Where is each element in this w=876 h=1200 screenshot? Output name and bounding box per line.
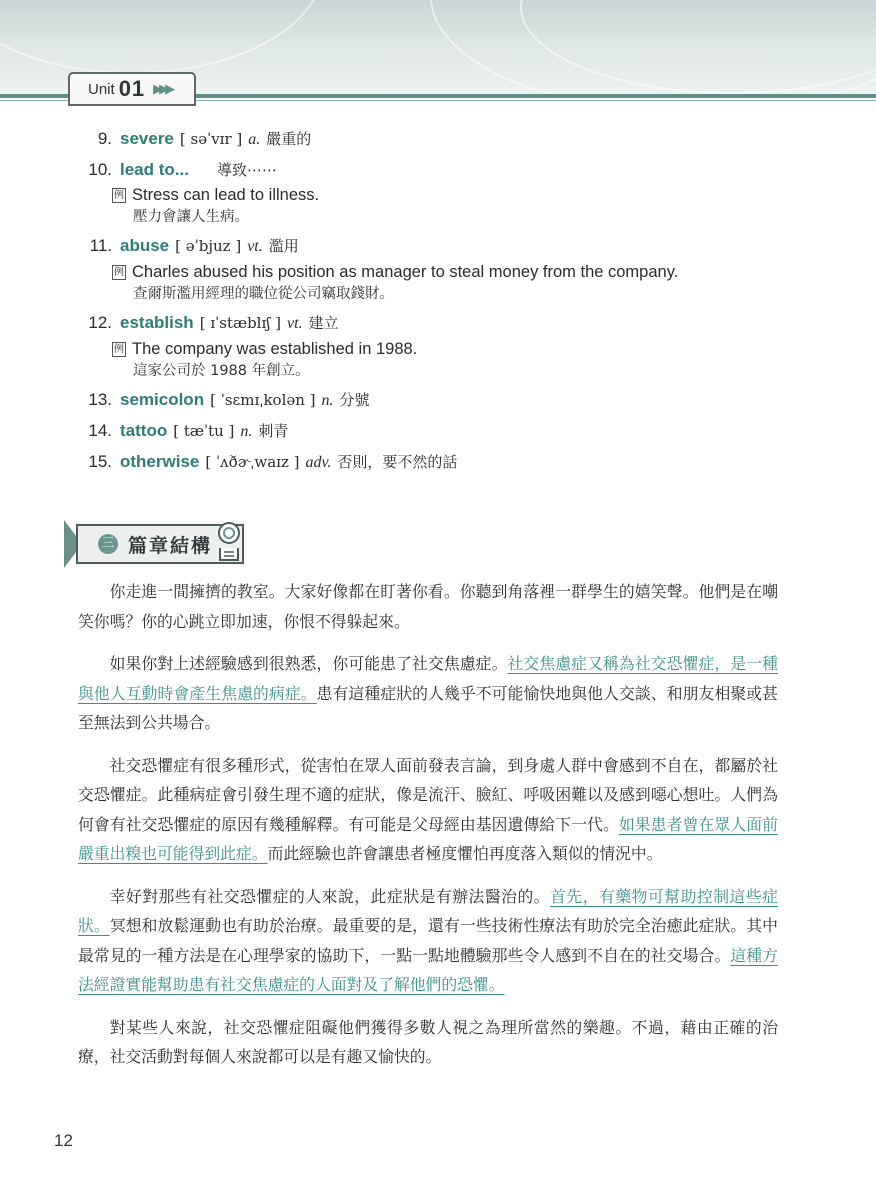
example-english: Charles abused his position as manager to steal money from the company. [132, 263, 679, 281]
entry-word: severe [120, 129, 174, 148]
entry-meaning: 導致⋯⋯ [216, 161, 277, 179]
entry-pronunciation: [ əˈbjuz ] [175, 237, 242, 255]
entry-number: 13. [88, 390, 112, 409]
section-title: 篇章結構 [128, 534, 213, 557]
paragraph-text: 社交恐懼症有很多種形式，從害怕在眾人面前發表言論，到身處人群中會感到不自在，都屬於社交恐懼症。此種病症會引發生理不適的症狀，像是流汗、臉紅、呼吸困難以及感到噁心想吐。人們為何會有社交恐懼症的原因有幾種解釋。有可能是父母經由基因遺傳給下一代。 [78, 755, 778, 834]
entry-meaning: 否則，要不然的話 [337, 453, 458, 471]
example-sentence [112, 338, 798, 360]
vocab-entry [78, 388, 798, 413]
paragraph-text: 而此經驗也許會讓患者極度懼怕再度落入類似的情況中。 [267, 844, 663, 863]
example-sentence [112, 184, 798, 206]
entry-part-of-speech: vt. [247, 238, 263, 255]
entry-part-of-speech: adv. [305, 454, 332, 471]
entry-meaning: 嚴重的 [266, 130, 312, 148]
vocab-entry [78, 127, 798, 152]
vocab-entry [78, 158, 798, 182]
entry-meaning: 建立 [308, 314, 339, 332]
vocab-entry [78, 311, 798, 336]
entry-pronunciation: [ səˈvɪr ] [179, 130, 243, 148]
section-heading [64, 520, 254, 568]
example-block [112, 184, 798, 228]
example-block [112, 261, 798, 305]
entry-pronunciation: [ ˈʌðɚˌwaɪz ] [205, 453, 300, 471]
entry-number: 12. [88, 313, 112, 332]
arrows-icon: ▶▶▶ [153, 81, 172, 97]
paragraph-text: 患有這種症狀的人幾乎不可能愉快地與他人交談、和朋友相聚或甚至無法到公共場合。 [78, 683, 778, 732]
entry-number: 15. [88, 452, 112, 471]
example-chinese: 壓力會讓人生病。 [133, 209, 249, 225]
vocab-entry [78, 450, 798, 475]
example-english: Stress can lead to illness. [132, 186, 320, 204]
unit-tab [68, 72, 196, 106]
entry-number: 11. [89, 236, 112, 255]
vocab-entry [78, 419, 798, 444]
paragraph [78, 751, 778, 869]
unit-label: Unit [88, 80, 115, 98]
section-number: 三 [98, 534, 118, 554]
page-number: 12 [54, 1131, 73, 1150]
vocabulary-list [78, 127, 798, 475]
example-sentence [112, 261, 798, 283]
entry-meaning: 分號 [339, 391, 370, 409]
header-decoration [0, 0, 324, 74]
highlighted-sentence: 這種方法經證實能幫助患有社交焦慮症的人面對及了解他們的恐懼。 [78, 945, 778, 994]
entry-word: establish [120, 313, 194, 332]
entry-part-of-speech: a. [248, 131, 261, 148]
entry-word: otherwise [120, 452, 200, 471]
entry-part-of-speech: n. [240, 423, 253, 440]
unit-number: 01 [118, 76, 146, 101]
highlighted-sentence: 如果患者曾在眾人面前嚴重出糗也可能得到此症。 [78, 814, 778, 863]
highlighted-sentence: 首先，有藥物可幫助控制這些症狀。 [78, 886, 778, 935]
example-block [112, 338, 798, 382]
paragraph-text: 冥想和放鬆運動也有助於治療。最重要的是，還有一些技術性療法有助於完全治癒此症狀。其中最常見的一種方法是在心理學家的協助下，一點一點地體驗那些令人感到不自在的社交場合。 [78, 916, 778, 965]
paragraph-text: 對某些人來說，社交恐懼症阻礙他們獲得多數人視之為理所當然的樂趣。不過，藉由正確的治療，社交活動對每個人來說都可以是有趣又愉快的。 [78, 1017, 778, 1066]
entry-number: 14. [88, 421, 112, 440]
highlighted-sentence: 社交焦慮症又稱為社交恐懼症，是一種與他人互動時會產生焦慮的病症。 [78, 654, 778, 703]
paragraph [78, 1013, 778, 1072]
award-ribbon-icon [214, 520, 244, 562]
paragraph-text: 你走進一間擁擠的教室。大家好像都在盯著你看。你聽到角落裡一群學生的嬉笑聲。他們是在嘲笑你嗎？你的心跳立即加速，你恨不得躲起來。 [78, 582, 778, 631]
example-badge-icon: 例 [114, 343, 124, 355]
paragraph [78, 882, 778, 1000]
entry-number: 9. [97, 129, 112, 148]
entry-word: semicolon [120, 390, 205, 409]
article-body [78, 577, 778, 1085]
entry-word: lead to... [120, 160, 189, 179]
entry-part-of-speech: n. [321, 392, 334, 409]
entry-part-of-speech: vt. [286, 315, 303, 332]
entry-word: tattoo [120, 421, 168, 440]
entry-meaning: 刺青 [258, 422, 289, 440]
vocab-entry [78, 234, 798, 259]
example-badge-icon: 例 [114, 189, 124, 201]
paragraph [78, 649, 778, 738]
example-chinese: 這家公司於 1988 年創立。 [133, 363, 310, 379]
paragraph-text: 如果你對上述經驗感到很熟悉，你可能患了社交焦慮症。 [109, 654, 508, 673]
paragraph-text: 幸好對那些有社交恐懼症的人來說，此症狀是有辦法醫治的。 [109, 886, 551, 906]
entry-meaning: 濫用 [268, 237, 299, 255]
entry-number: 10. [88, 160, 112, 179]
paragraph [78, 577, 778, 636]
example-english: The company was established in 1988. [132, 340, 418, 358]
entry-pronunciation: [ tæˈtu ] [173, 422, 235, 440]
example-chinese: 查爾斯濫用經理的職位從公司竊取錢財。 [133, 286, 394, 302]
entry-word: abuse [120, 236, 170, 255]
example-badge-icon: 例 [114, 266, 124, 278]
entry-pronunciation: [ ˈsɛmɪˌkolən ] [210, 391, 316, 409]
entry-pronunciation: [ ɪˈstæblɪʃ ] [199, 314, 281, 332]
